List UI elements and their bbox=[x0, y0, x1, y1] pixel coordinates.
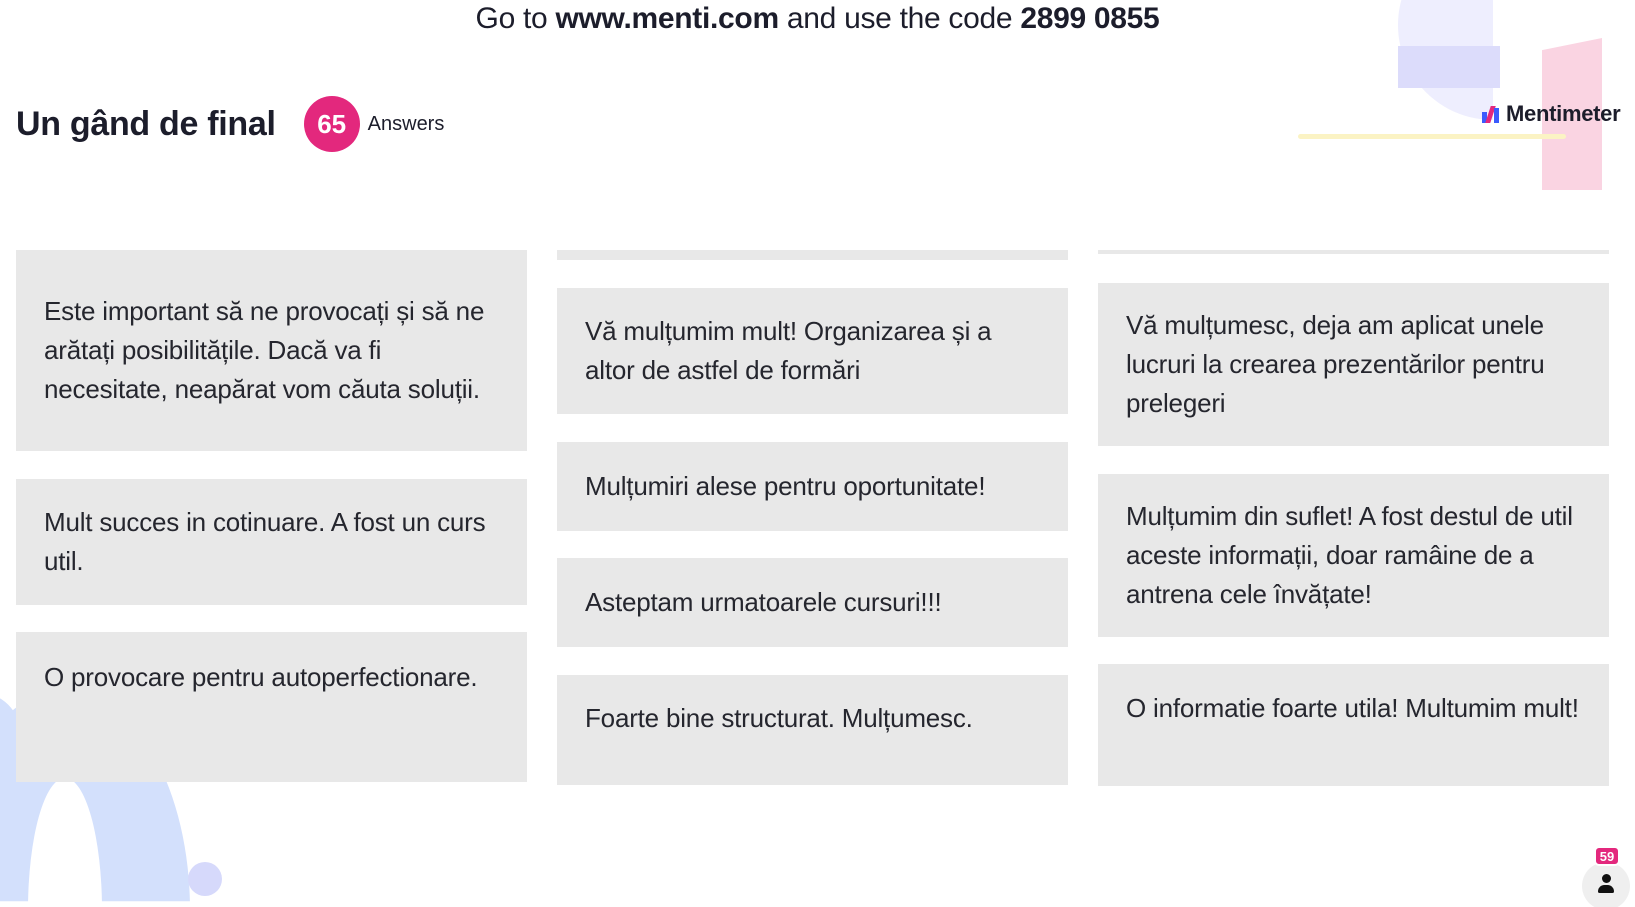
decorative-rect-shape bbox=[1398, 46, 1500, 88]
question-header bbox=[16, 96, 444, 152]
answers-grid bbox=[16, 250, 1616, 786]
join-instructions bbox=[0, 0, 1635, 38]
join-url[interactable]: www.menti.com bbox=[555, 2, 779, 35]
participant-count-badge: 59 bbox=[1594, 846, 1620, 866]
question-title: Un gând de final bbox=[16, 104, 276, 143]
answer-card: Este important să ne provocați și să ne arătați posibilitățile. Dacă va fi necesitate, neapărat vom căuta soluții. bbox=[16, 250, 527, 451]
answer-card bbox=[557, 250, 1068, 260]
answer-card: Vă mulțumim mult! Organizarea și a altor de astfel de formări bbox=[557, 288, 1068, 414]
answer-card: O provocare pentru autoperfectionare. bbox=[16, 632, 527, 782]
brand-name: Mentimeter bbox=[1506, 101, 1621, 126]
answers-label: Answers bbox=[367, 112, 445, 135]
answer-card bbox=[1098, 250, 1609, 254]
answer-card: Mult succes in cotinuare. A fost un curs util. bbox=[16, 479, 527, 605]
answer-card: Vă mulțumesc, deja am aplicat unele lucruri la crearea prezentărilor pentru prelegeri bbox=[1098, 283, 1609, 446]
answer-card: Asteptam urmatoarele cursuri!!! bbox=[557, 558, 1068, 647]
person-icon bbox=[1597, 874, 1615, 896]
join-middle: and use the code bbox=[786, 2, 1013, 35]
participants-button[interactable] bbox=[1582, 862, 1630, 907]
join-prefix: Go to bbox=[475, 2, 548, 35]
mentimeter-logo bbox=[1482, 101, 1620, 127]
decorative-yellow-line bbox=[1298, 134, 1566, 139]
answer-card: O informatie foarte utila! Multumim mult! bbox=[1098, 664, 1609, 786]
answer-card: Foarte bine structurat. Mulțumesc. bbox=[557, 675, 1068, 785]
answer-card: Mulțumiri alese pentru oportunitate! bbox=[557, 442, 1068, 531]
join-code: 2899 0855 bbox=[1020, 2, 1160, 35]
answer-card: Mulțumim din suflet! A fost destul de util aceste informații, doar ramâine de a antrena cele învățate! bbox=[1098, 474, 1609, 637]
mentimeter-logo-icon bbox=[1482, 106, 1500, 123]
answer-count-badge: 65 bbox=[304, 96, 360, 152]
decorative-dot bbox=[188, 862, 222, 896]
